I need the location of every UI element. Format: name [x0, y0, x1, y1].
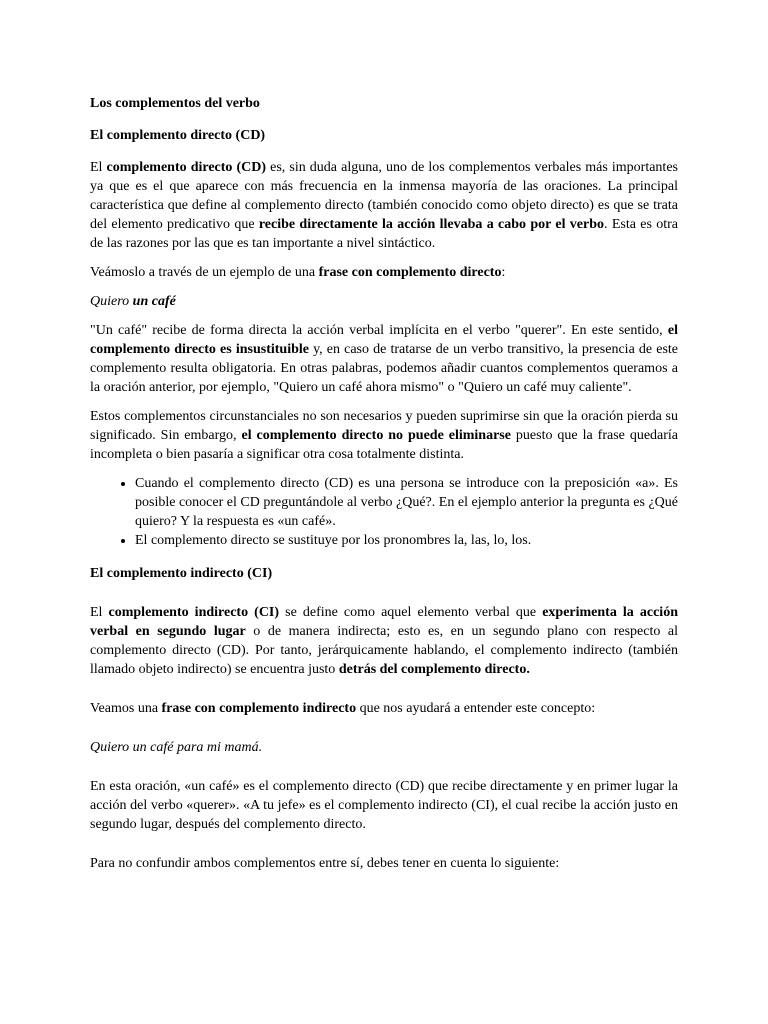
text-run: que nos ayudará a entender este concepto:: [356, 701, 596, 716]
text-run: Veámoslo a través de un ejemplo de una: [90, 265, 319, 280]
text-run: y, en caso de tratarse de un verbo transitivo, la presencia de este complemento resulta obligatoria. En otras palabras, podemos añadir cuantos complementos queramos a la oración anterior, por ejemplo, "Quiero un café ahora mismo" o "Quiero un café muy caliente".: [90, 342, 678, 395]
text-run: . Esta es otra de las razones por las que es tan importante a nivel sintáctico.: [90, 217, 678, 251]
ci-paragraph-3: En esta oración, «un café» es el complemento directo (CD) que recibe directamente y en primer lugar la acción del verbo «querer». «A tu jefe» es el complemento indirecto (CI), el cual recibe la acción justo en segundo lugar, después del complemento directo.: [90, 779, 678, 832]
ci-paragraph-2: [90, 699, 678, 718]
bold-text-run: el complemento directo no puede eliminarse: [241, 428, 511, 443]
cd-paragraph-3: [90, 321, 678, 397]
bold-text-run: el complemento directo es insustituible: [90, 323, 678, 357]
bold-text-run: complemento directo (CD): [106, 160, 267, 175]
text-run: "Un café" recibe de forma directa la acción verbal implícita en el verbo "querer". En este sentido,: [90, 323, 668, 338]
bold-text-run: frase con complemento indirecto: [161, 701, 357, 716]
text-run: El: [90, 160, 107, 175]
bold-text-run: un café: [132, 294, 176, 309]
cd-paragraph-2: [90, 263, 678, 282]
list-item: • El complemento directo se sustituye por los pronombres la, las, lo, los.: [135, 531, 678, 550]
text-run: o de manera indirecta; esto es, en un segundo plano con respecto al complemento directo (CD). Por tanto, jerárquicamente hablando, el complemento indirecto (también llamado objeto indirecto) se encuentra justo: [90, 624, 679, 677]
ci-example-sentence: Quiero un café para mi mamá.: [90, 740, 263, 755]
bold-text-run: detrás del complemento directo.: [338, 662, 530, 677]
cd-section-heading: El complemento directo (CD): [90, 128, 266, 143]
bold-text-run: frase con complemento directo: [318, 265, 502, 280]
ci-paragraph-1: [90, 603, 678, 679]
text-run: El: [90, 605, 109, 620]
document-title: Los complementos del verbo: [90, 96, 260, 111]
cd-paragraph-1: [90, 158, 678, 253]
bold-text-run: experimenta la acción verbal en segundo lugar: [90, 605, 678, 639]
text-run: Quiero: [90, 294, 133, 309]
text-run: Veamos una: [90, 701, 162, 716]
cd-example-sentence: [90, 292, 678, 311]
ci-paragraph-4: Para no confundir ambos complementos entre sí, debes tener en cuenta lo siguiente:: [90, 856, 560, 871]
text-run: Estos complementos circunstanciales no son necesarios y pueden suprimirse sin que la oración pierda su significado. Sin embargo,: [90, 409, 678, 443]
document-page: [90, 94, 678, 883]
cd-paragraph-4: [90, 407, 678, 464]
list-item: • Cuando el complemento directo (CD) es una persona se introduce con la preposición «a». Es posible conocer el CD preguntándole al verbo ¿Qué?. En el ejemplo anterior la pregunta es ¿Qué quiero? Y la respuesta es «un café».: [135, 474, 678, 531]
ci-section-heading: El complemento indirecto (CI): [90, 566, 273, 581]
text-run: puesto que la frase quedaría incompleta o bien pasaría a significar otra cosa totalmente distinta.: [90, 428, 679, 462]
text-run: se define como aquel elemento verbal que: [279, 605, 543, 620]
bold-text-run: recibe directamente la acción llevaba a cabo por el verbo: [258, 217, 605, 232]
bold-text-run: complemento indirecto (CI): [108, 605, 280, 620]
text-run: es, sin duda alguna, uno de los complementos verbales más importantes ya que es el que aparece con más frecuencia en la inmensa mayoría de las oraciones. La principal característica que define al complemento directo (también conocido como objeto directo) es que se trata del elemento predicativo que: [90, 160, 678, 232]
text-run: :: [501, 265, 506, 280]
cd-bullet-list: [90, 474, 678, 550]
